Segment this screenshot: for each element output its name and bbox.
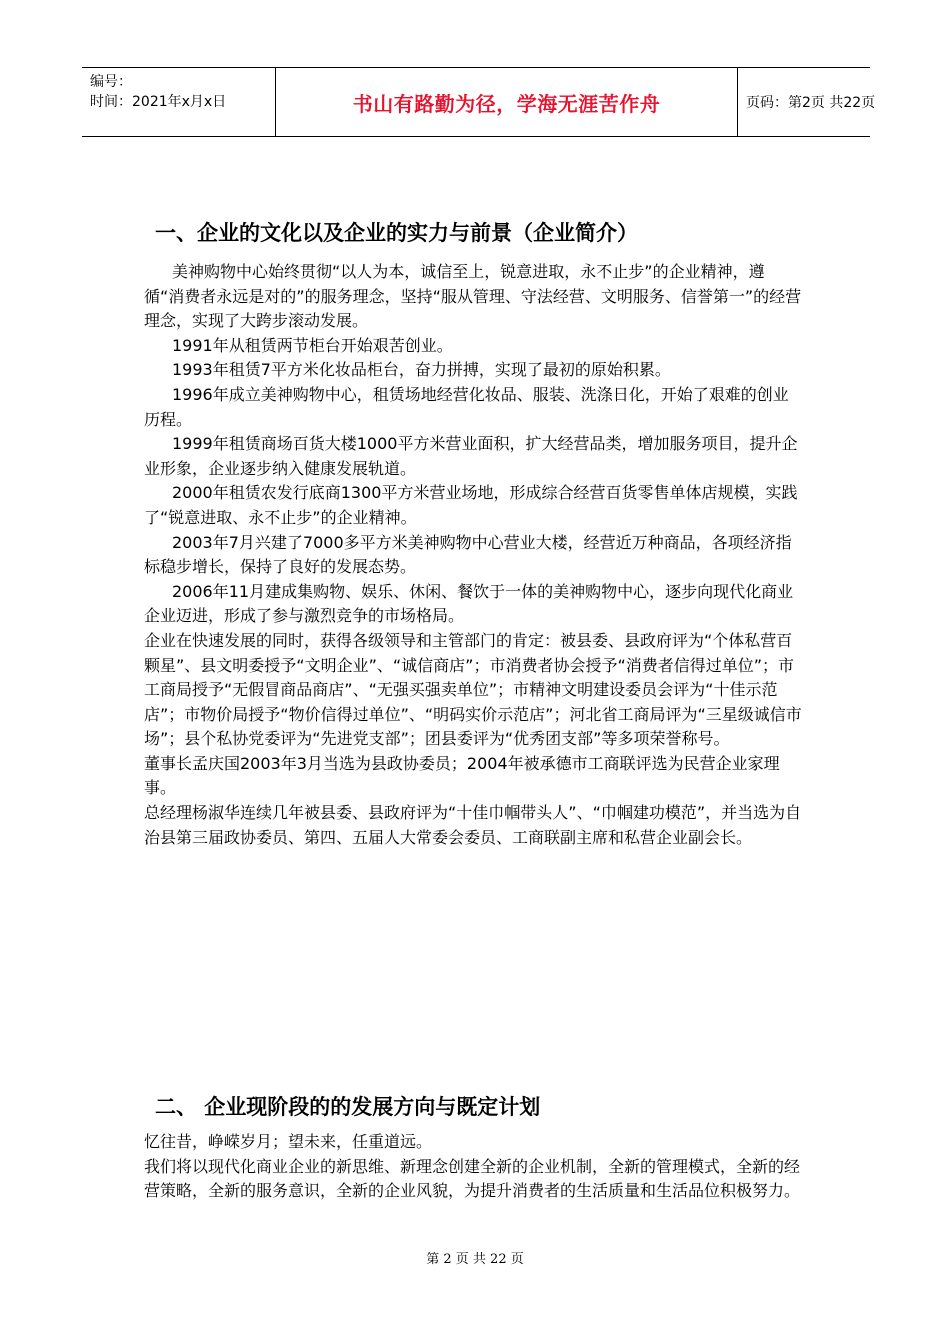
- paragraph: 忆往昔，峥嵘岁月；望未来，任重道远。: [144, 1132, 433, 1151]
- number-label: 编号：: [90, 74, 132, 90]
- paragraph: 2000年租赁农发行底商1300平方米营业场地，形成综合经营百货零售单体店规模，实践了“锐意进取、永不止步”的企业精神。: [144, 483, 798, 527]
- section1-body: [144, 260, 804, 850]
- paragraph: 1991年从租赁两节柜台开始艰苦创业。: [172, 335, 453, 355]
- paragraph: 总经理杨淑华连续几年被县委、县政府评为“十佳巾帼带头人”、“巾帼建功模范”，并当选为自治县第三届政协委员、第四、五届人大常委会委员、工商联副主席和私营企业副会长。: [144, 803, 802, 847]
- paragraph: 美神购物中心始终贯彻“以人为本，诚信至上，锐意进取，永不止步”的企业精神，遵循“消费者永远是对的”的服务理念，坚持“服从管理、守法经营、文明服务、信誉第一”的经营理念，实现了大跨步滚动发展。: [144, 262, 802, 331]
- section1-title: 一、企业的文化以及企业的实力与前景（企业简介）: [155, 221, 638, 245]
- paragraph: 1993年租赁7平方米化妆品柜台，奋力拼搏，实现了最初的原始积累。: [172, 360, 671, 380]
- paragraph: 我们将以现代化商业企业的新思维、新理念创建全新的企业机制，全新的管理模式，全新的经营策略，全新的服务意识，全新的企业风貌，为提升消费者的生活质量和生活品位积极努力。: [144, 1156, 801, 1201]
- header-page-info: 页码：第2页 共22页: [746, 95, 876, 111]
- paragraph: 1999年租赁商场百货大楼1000平方米营业面积，扩大经营品类，增加服务项目，提升企业形象，企业逐步纳入健康发展轨道。: [144, 434, 798, 478]
- document-header: [82, 67, 876, 137]
- paragraph: 2003年7月兴建了7000多平方米美神购物中心营业大楼，经营近万种商品，各项经济指标稳步增长，保持了良好的发展态势。: [144, 532, 792, 577]
- paragraph: 董事长孟庆国2003年3月当选为县政协委员；2004年被承德市工商联评选为民营企业家理事。: [144, 753, 780, 798]
- header-motto: 书山有路勤为径，学海无涯苦作舟: [275, 68, 738, 136]
- paragraph: 1996年成立美神购物中心，租赁场地经营化妆品、服装、洗涤日化，开始了艰难的创业历程。: [144, 384, 789, 429]
- section2-body: [144, 1130, 804, 1204]
- paragraph: 企业在快速发展的同时，获得各级领导和主管部门的肯定：被县委、县政府评为“个体私营百颗星”、县文明委授予“文明企业”、“诚信商店”；市消费者协会授予“消费者信得过单位”；市工商局授予“无假冒商品商店”、“无强买强卖单位”；市精神文明建设委员会评为“十佳示范店”；市物价局授予“物价信得过单位”、“明码实价示范店”；河北省工商局评为“三星级诚信市场”；县个私协党委评为“先进党支部”；团县委评为“优秀团支部”等多项荣誉称号。: [144, 630, 802, 749]
- paragraph: 2006年11月建成集购物、娱乐、休闲、餐饮于一体的美神购物中心，逐步向现代化商业企业迈进，形成了参与激烈竞争的市场格局。: [144, 581, 794, 626]
- time-label: 时间：2021年x月x日: [90, 94, 227, 110]
- section2-title: 二、 企业现阶段的的发展方向与既定计划: [155, 1095, 541, 1119]
- header-meta: [82, 68, 275, 136]
- page-footer: 第 2 页 共 22 页: [426, 1252, 524, 1267]
